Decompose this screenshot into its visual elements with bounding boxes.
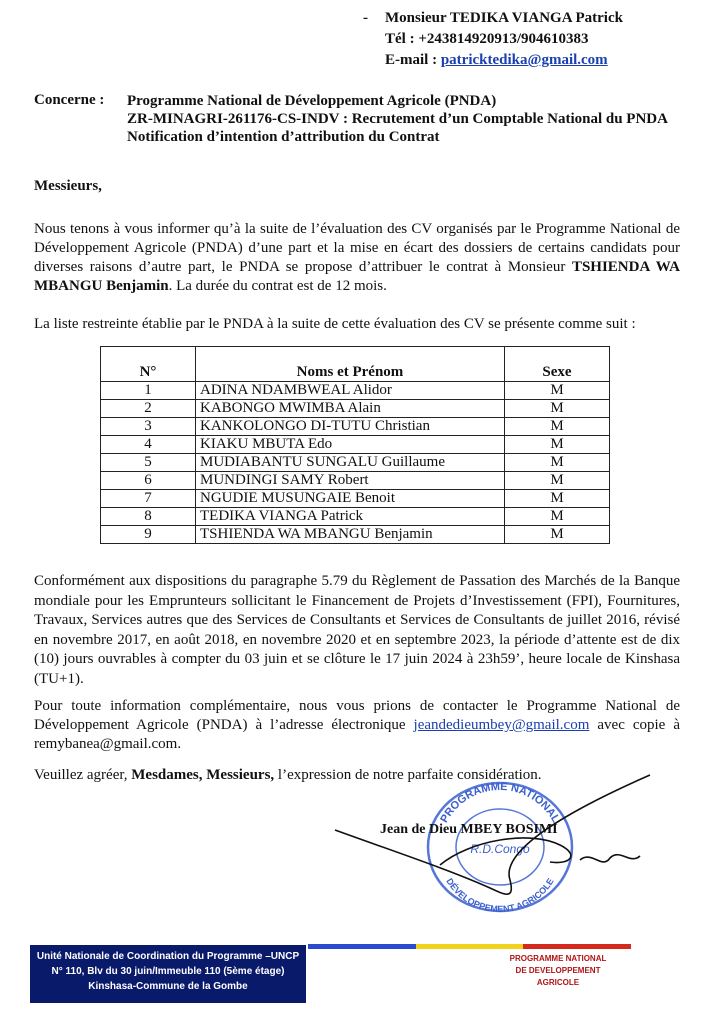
footer-address-box bbox=[30, 945, 306, 1003]
footer-org-line-2: DE DEVELOPPEMENT bbox=[515, 966, 601, 975]
row-sexe: M bbox=[505, 382, 610, 400]
header-sexe: Sexe bbox=[505, 347, 610, 382]
concerne-label: Concerne : bbox=[34, 92, 105, 108]
row-name: MUNDINGI SAMY Robert bbox=[196, 472, 505, 490]
row-num: 7 bbox=[101, 490, 196, 508]
row-name: TEDIKA VIANGA Patrick bbox=[196, 508, 505, 526]
recipient-name: Monsieur TEDIKA VIANGA Patrick bbox=[385, 10, 623, 26]
row-sexe: M bbox=[505, 490, 610, 508]
recipient-email-link[interactable]: patricktedika@gmail.com bbox=[440, 52, 608, 68]
row-name: KIAKU MBUTA Edo bbox=[196, 436, 505, 454]
para4-text-a: Pour toute information complémentaire, nous vous prions de contacter le Programme National de Développement Agricole (PNDA) à l’adresse électronique bbox=[34, 698, 680, 733]
row-name: ADINA NDAMBWEAL Alidor bbox=[196, 382, 505, 400]
contact-email-link[interactable]: jeandedieumbey@gmail.com bbox=[413, 717, 590, 733]
table-row bbox=[101, 472, 610, 490]
table-row bbox=[101, 454, 610, 472]
row-sexe: M bbox=[505, 472, 610, 490]
recipient-dash: - bbox=[363, 10, 368, 26]
row-name: KABONGO MWIMBA Alain bbox=[196, 400, 505, 418]
row-name: MUDIABANTU SUNGALU Guillaume bbox=[196, 454, 505, 472]
table-row bbox=[101, 508, 610, 526]
paragraph-standstill-period: Conformément aux dispositions du paragraphe 5.79 du Règlement de Passation des Marchés de la Banque mondiale pour les Emprunteurs sollicitant le Financement de Projets d’Investissement (FPI), Fournitures, Travaux, Services autres que des Services de Consultants et Services de Consultants de juillet 2016, révisé en novembre 2017, en août 2018, en novembre 2020 et en septembre 2023, la période d’attente est de dix (10) jours ouvrables à compter du 03 juin et se clôture le 17 juin 2024 à 23h59’, heure locale de Kinshasa (TU+1). bbox=[34, 573, 680, 687]
para5-text-b: l’expression de notre parfaite considération. bbox=[274, 767, 542, 783]
row-name: KANKOLONGO DI-TUTU Christian bbox=[196, 418, 505, 436]
recipient-email-label: E-mail : bbox=[385, 52, 438, 68]
winner-name: TSHIENDA WA MBANGU Benjamin bbox=[34, 259, 680, 294]
shortlist-table bbox=[100, 346, 610, 544]
row-sexe: M bbox=[505, 454, 610, 472]
para1-text-b: . La durée du contrat est de 12 mois. bbox=[168, 278, 387, 294]
table-row bbox=[101, 382, 610, 400]
table-row bbox=[101, 526, 610, 544]
table-row bbox=[101, 436, 610, 454]
row-sexe: M bbox=[505, 418, 610, 436]
row-num: 4 bbox=[101, 436, 196, 454]
flag-red-segment bbox=[523, 944, 631, 949]
row-num: 1 bbox=[101, 382, 196, 400]
paragraph-shortlist-intro: La liste restreinte établie par le PNDA à la suite de cette évaluation des CV se présente comme suit : bbox=[34, 316, 636, 332]
footer-org-line-3: AGRICOLE bbox=[536, 978, 580, 987]
concerne-line-3: Notification d’intention d’attribution du Contrat bbox=[127, 129, 440, 145]
footer-line-2: N° 110, Blv du 30 juin/Immeuble 110 (5ème étage) bbox=[51, 966, 285, 977]
footer-line-1: Unité Nationale de Coordination du Programme –UNCP bbox=[36, 951, 300, 962]
header-num: N° bbox=[101, 347, 196, 382]
header-name: Noms et Prénom bbox=[196, 347, 505, 382]
concerne-subject bbox=[127, 92, 680, 146]
row-num: 8 bbox=[101, 508, 196, 526]
footer-flag-bar bbox=[308, 944, 631, 949]
recipient-block bbox=[363, 8, 623, 71]
row-name: NGUDIE MUSUNGAIE Benoit bbox=[196, 490, 505, 508]
row-num: 2 bbox=[101, 400, 196, 418]
stamp-top-text: PROGRAMME NATIONAL bbox=[438, 780, 562, 825]
footer-org-line-1: PROGRAMME NATIONAL bbox=[509, 954, 607, 963]
row-num: 6 bbox=[101, 472, 196, 490]
concerne-line-1: Programme National de Développement Agricole (PNDA) bbox=[127, 93, 497, 109]
row-sexe: M bbox=[505, 436, 610, 454]
stamp-center-text: R.D.Congo bbox=[470, 842, 530, 856]
table-row bbox=[101, 400, 610, 418]
row-num: 5 bbox=[101, 454, 196, 472]
signatory-name: Jean de Dieu MBEY BOSIMI bbox=[380, 822, 558, 837]
footer-org-name bbox=[498, 953, 618, 989]
table-body bbox=[101, 382, 610, 544]
stamp-bottom-text: DÉVELOPPEMENT AGRICOLE bbox=[444, 876, 556, 915]
para1-text-a: Nous tenons à vous informer qu’à la suite de l’évaluation des CV organisés par le Programme National de Développement Agricole (PNDA) d’une part et la mise en écart des dossiers de certains candidats pour diverses raisons d’autre part, le PNDA se propose d’attribuer le contrat à Monsieur bbox=[34, 221, 680, 275]
row-sexe: M bbox=[505, 400, 610, 418]
table-header-row bbox=[101, 347, 610, 382]
table-row bbox=[101, 490, 610, 508]
para4-text-b: avec copie à remybanea@gmail.com. bbox=[34, 717, 680, 752]
flag-blue-segment bbox=[308, 944, 416, 949]
paragraph-award-intent bbox=[34, 220, 680, 296]
para5-text-a: Veuillez agréer, bbox=[34, 767, 132, 783]
row-num: 9 bbox=[101, 526, 196, 544]
flag-yellow-segment bbox=[416, 944, 524, 949]
row-sexe: M bbox=[505, 526, 610, 544]
row-name: TSHIENDA WA MBANGU Benjamin bbox=[196, 526, 505, 544]
concerne-line-2: ZR-MINAGRI-261176-CS-INDV : Recrutement d’un Comptable National du PNDA bbox=[127, 111, 668, 127]
row-num: 3 bbox=[101, 418, 196, 436]
para5-bold: Mesdames, Messieurs, bbox=[131, 767, 275, 783]
salutation: Messieurs, bbox=[34, 178, 102, 194]
paragraph-contact bbox=[34, 697, 680, 754]
table-row bbox=[101, 418, 610, 436]
row-sexe: M bbox=[505, 508, 610, 526]
handwritten-signature bbox=[330, 770, 660, 920]
recipient-tel: Tél : +243814920913/904610383 bbox=[385, 31, 589, 47]
recipient-email-row bbox=[385, 50, 623, 71]
footer-line-3: Kinshasa-Commune de la Gombe bbox=[88, 981, 248, 992]
